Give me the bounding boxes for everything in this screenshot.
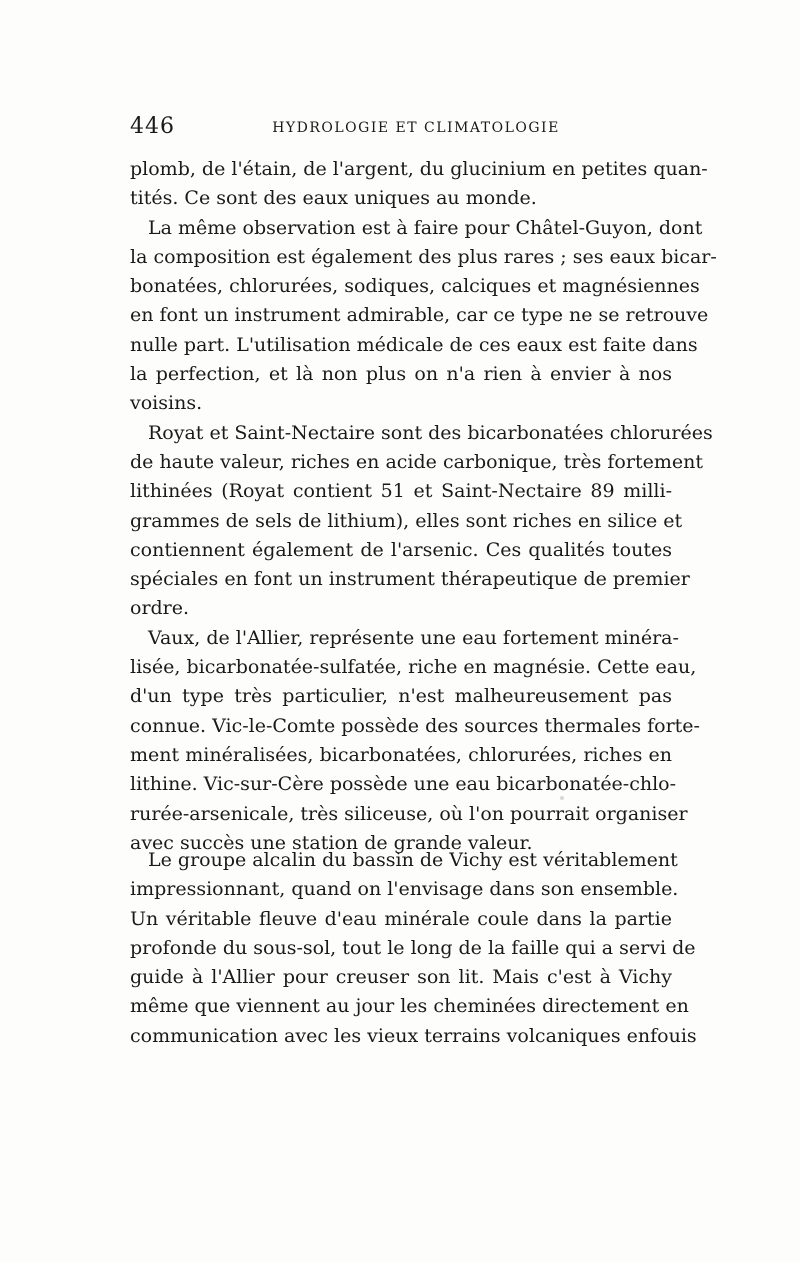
text-line: tités. Ce sont des eaux uniques au monde. [130, 187, 537, 210]
paragraph-2 [130, 214, 717, 419]
text-line: d'un type très particulier, n'est malheureusement pas [130, 685, 672, 708]
page-number: 446 [130, 114, 175, 139]
text-line: guide à l'Allier pour creuser son lit. Mais c'est à Vichy [130, 966, 672, 989]
text-line: lithinées (Royat contient 51 et Saint-Nectaire 89 milli- [130, 480, 672, 503]
text-line: plomb, de l'étain, de l'argent, du glucinium en petites quan- [130, 158, 708, 180]
text-line: spéciales en font un instrument thérapeutique de premier [130, 568, 690, 591]
text-line: grammes de sels de lithium), elles sont riches en silice et [130, 509, 683, 532]
text-line: connue. Vic-le-Comte possède des sources thermales forte- [130, 714, 700, 737]
text-line: contiennent également de l'arsenic. Ces qualités toutes [130, 538, 672, 561]
text-line: la composition est également des plus rares ; ses eaux bicar- [130, 245, 717, 268]
paragraph-3 [130, 419, 713, 624]
text-line: nulle part. L'utilisation médicale de ces eaux est faite dans [130, 333, 698, 356]
text-line: Vaux, de l'Allier, représente une eau fortement minéra- [148, 626, 679, 649]
text-line: ordre. [130, 597, 190, 620]
text-line: avec succès une station de grande valeur. [130, 831, 533, 854]
text-line: La même observation est à faire pour Châtel-Guyon, dont [148, 216, 703, 239]
text-line: lisée, bicarbonatée-sulfatée, riche en magnésie. Cette eau, [130, 656, 697, 679]
text-line: la perfection, et là non plus on n'a rien à envier à nos [130, 363, 672, 386]
text-line: même que viennent au jour les cheminées directement en [130, 995, 689, 1018]
text-line: Un véritable fleuve d'eau minérale coule dans la partie [130, 907, 672, 930]
text-line: en font un instrument admirable, car ce type ne se retrouve [130, 304, 709, 327]
text-line: de haute valeur, riches en acide carbonique, très fortement [130, 450, 703, 473]
text-line: impressionnant, quand on l'envisage dans son ensemble. [130, 878, 679, 901]
paragraph-5 [130, 846, 697, 1051]
paragraph-4 [130, 624, 700, 858]
running-title: HYDROLOGIE ET CLIMATOLOGIE [272, 120, 560, 136]
text-line: profonde du sous-sol, tout le long de la faille qui a servi de [130, 936, 696, 959]
text-line: Royat et Saint-Nectaire sont des bicarbonatées chlorurées [148, 421, 713, 444]
text-line: communication avec les vieux terrains volcaniques enfouis [130, 1024, 697, 1047]
text-line: lithine. Vic-sur-Cère possède une eau bicarbonatée-chlo- [130, 773, 677, 796]
text-line: rurée-arsenicale, très siliceuse, où l'on pourrait organiser [130, 802, 688, 825]
page-header [130, 114, 672, 144]
text-line: bonatées, chlorurées, sodiques, calciques et magnésiennes [130, 275, 700, 298]
print-speck [560, 796, 564, 800]
paragraph-1 [130, 155, 708, 214]
text-line: ment minéralisées, bicarbonatées, chlorurées, riches en [130, 743, 672, 766]
body-text-section-2 [130, 846, 697, 1051]
text-line: voisins. [130, 392, 203, 415]
text-line: Le groupe alcalin du bassin de Vichy est véritablement [148, 849, 678, 871]
body-text [130, 155, 717, 858]
